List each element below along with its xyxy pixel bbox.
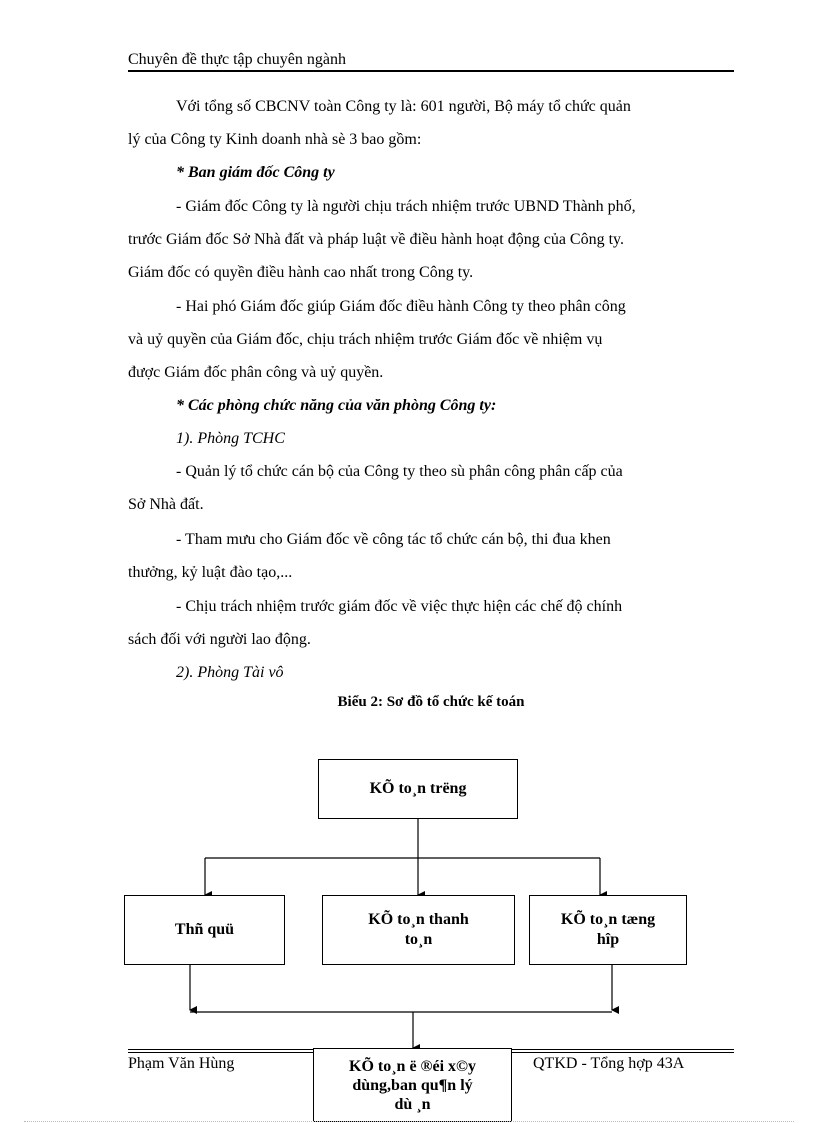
header-title: Chuyên đề thực tập chuyên ngành <box>128 51 346 68</box>
team-accountant-label-line-2: dùng,ban qu¶n lý <box>352 1076 473 1094</box>
cashier-label: Thñ quü <box>174 921 235 938</box>
footer-author: Phạm Văn Hùng <box>128 1055 235 1072</box>
team-accountant-label-line-3: dù ¸n <box>394 1095 431 1113</box>
section-heading-board: * Ban giám đốc Công ty <box>176 164 335 181</box>
paragraph-1-line-1: Với tổng số CBCNV toàn Công ty là: 601 người, Bộ máy tổ chức quản <box>176 98 631 115</box>
team-accountant-box <box>313 1048 512 1122</box>
chief-accountant-label: KÕ to¸n trëng <box>369 780 467 797</box>
page-bottom-edge <box>24 1121 794 1122</box>
payment-accountant-label-line-2: to¸n <box>404 931 433 948</box>
paragraph-4-line-1: - Quản lý tổ chức cán bộ của Công ty theo sù phân công phân cấp của <box>176 463 623 480</box>
paragraph-6-line-2: sách đối với người lao động. <box>128 631 311 648</box>
paragraph-6-line-1: - Chịu trách nhiệm trước giám đốc về việc thực hiện các chế độ chính <box>176 598 623 615</box>
section-heading-departments: * Các phòng chức năng của văn phòng Công ty: <box>176 397 497 414</box>
cashier-box <box>124 895 285 965</box>
general-accountant-label-line-2: hîp <box>596 931 620 948</box>
diagram-caption: Biểu 2: Sơ đồ tổ chức kế toán <box>337 694 525 710</box>
payment-accountant-label-line-1: KÕ to¸n thanh <box>368 911 469 928</box>
paragraph-3-line-2: và uỷ quyền của Giám đốc, chịu trách nhiệm trước Giám đốc về nhiệm vụ <box>128 331 603 348</box>
chief-accountant-box <box>318 759 518 819</box>
payment-accountant-box <box>322 895 515 965</box>
paragraph-3-line-3: được Giám đốc phân công và uỷ quyền. <box>128 364 384 381</box>
paragraph-2-line-1: - Giám đốc Công ty là người chịu trách nhiệm trước UBND Thành phố, <box>176 198 636 215</box>
subheading-finance: 2). Phòng Tài vô <box>176 664 284 681</box>
paragraph-4-line-2: Sở Nhà đất. <box>128 496 204 513</box>
paragraph-5-line-2: thưởng, kỷ luật đào tạo,... <box>128 564 293 581</box>
general-accountant-box <box>529 895 687 965</box>
team-accountant-label-line-1: KÕ to¸n ë ®éi x©y <box>349 1057 476 1075</box>
subheading-tchc: 1). Phòng TCHC <box>176 430 285 447</box>
paragraph-3-line-1: - Hai phó Giám đốc giúp Giám đốc điều hành Công ty theo phân công <box>176 298 626 315</box>
footer-class: QTKD - Tổng hợp 43A <box>533 1055 685 1072</box>
paragraph-2-line-2: trước Giám đốc Sở Nhà đất và pháp luật về điều hành hoạt động của Công ty. <box>128 231 624 248</box>
paragraph-2-line-3: Giám đốc có quyền điều hành cao nhất trong Công ty. <box>128 264 474 281</box>
paragraph-1-line-2: lý của Công ty Kinh doanh nhà sè 3 bao gồm: <box>128 131 422 148</box>
paragraph-5-line-1: - Tham mưu cho Giám đốc về công tác tổ chức cán bộ, thi đua khen <box>176 531 611 548</box>
general-accountant-label-line-1: KÕ to¸n tæng <box>560 911 656 928</box>
